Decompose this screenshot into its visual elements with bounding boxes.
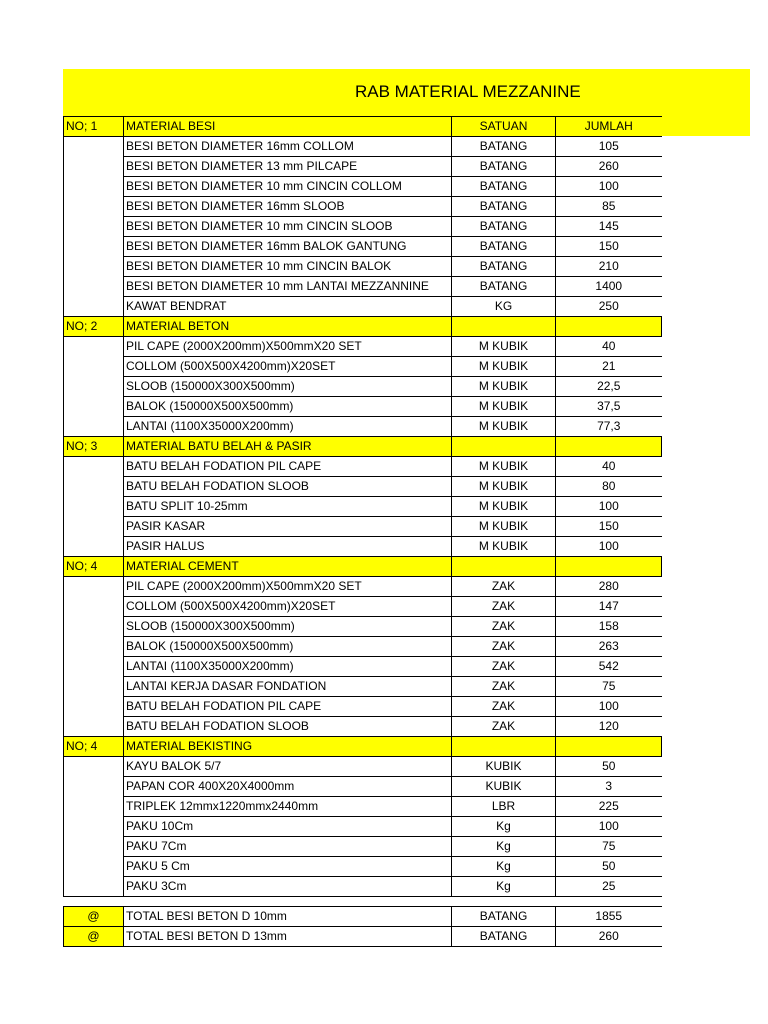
table-row [64, 637, 662, 657]
row-material-cell[interactable]: TRIPLEK 12mmx1220mmx2440mm [124, 797, 452, 817]
row-satuan-cell[interactable]: BATANG [452, 177, 556, 197]
row-satuan-cell[interactable]: M KUBIK [452, 477, 556, 497]
row-number-cell[interactable] [64, 377, 124, 397]
row-material-cell[interactable]: BESI BETON DIAMETER 10 mm CINCIN BALOK [124, 257, 452, 277]
row-material-cell[interactable]: BATU BELAH FODATION PIL CAPE [124, 697, 452, 717]
row-jumlah-cell[interactable]: 100 [556, 497, 662, 517]
row-jumlah-cell[interactable]: 75 [556, 837, 662, 857]
section-label-cell[interactable]: MATERIAL BETON [124, 317, 452, 337]
row-satuan-cell[interactable]: Kg [452, 857, 556, 877]
table-row [64, 157, 662, 177]
table-row [64, 417, 662, 437]
row-number-cell[interactable] [64, 657, 124, 677]
row-satuan-cell[interactable]: LBR [452, 797, 556, 817]
row-jumlah-cell[interactable]: 3 [556, 777, 662, 797]
row-number-cell[interactable] [64, 777, 124, 797]
table-row [64, 377, 662, 397]
table-row [64, 297, 662, 317]
table-header-row [64, 117, 662, 137]
header-no[interactable]: NO; 1 [64, 117, 124, 137]
total-jumlah-cell[interactable]: 260 [556, 927, 662, 947]
row-material-cell[interactable]: KAWAT BENDRAT [124, 297, 452, 317]
row-number-cell[interactable] [64, 877, 124, 897]
totals-row [64, 927, 662, 947]
table-row [64, 197, 662, 217]
row-number-cell[interactable] [64, 597, 124, 617]
row-jumlah-cell[interactable]: 80 [556, 477, 662, 497]
section-satuan-cell[interactable] [452, 557, 556, 577]
table-row [64, 857, 662, 877]
section-header-row [64, 317, 662, 337]
section-number-cell[interactable]: NO; 4 [64, 557, 124, 577]
total-marker-cell[interactable]: @ [64, 907, 124, 927]
row-jumlah-cell[interactable]: 100 [556, 817, 662, 837]
row-material-cell[interactable]: SLOOB (150000X300X500mm) [124, 377, 452, 397]
row-jumlah-cell[interactable]: 85 [556, 197, 662, 217]
table-row [64, 397, 662, 417]
row-satuan-cell[interactable]: KUBIK [452, 757, 556, 777]
row-material-cell[interactable]: BATU BELAH FODATION SLOOB [124, 717, 452, 737]
table-row [64, 517, 662, 537]
row-satuan-cell[interactable]: ZAK [452, 597, 556, 617]
row-jumlah-cell[interactable]: 280 [556, 577, 662, 597]
section-jumlah-cell[interactable] [556, 737, 662, 757]
table-row [64, 677, 662, 697]
table-row [64, 657, 662, 677]
row-number-cell[interactable] [64, 757, 124, 777]
row-number-cell[interactable] [64, 697, 124, 717]
total-satuan-cell[interactable]: BATANG [452, 907, 556, 927]
row-jumlah-cell[interactable]: 150 [556, 237, 662, 257]
total-satuan-cell[interactable]: BATANG [452, 927, 556, 947]
row-jumlah-cell[interactable]: 100 [556, 697, 662, 717]
table-row [64, 757, 662, 777]
table-row [64, 497, 662, 517]
header-satuan[interactable]: SATUAN [452, 117, 556, 137]
table-row [64, 177, 662, 197]
row-jumlah-cell[interactable]: 100 [556, 537, 662, 557]
row-satuan-cell[interactable]: BATANG [452, 217, 556, 237]
section-label-cell[interactable]: MATERIAL BEKISTING [124, 737, 452, 757]
row-material-cell[interactable]: PASIR HALUS [124, 537, 452, 557]
row-material-cell[interactable]: PAKU 3Cm [124, 877, 452, 897]
header-material[interactable]: MATERIAL BESI [124, 117, 452, 137]
row-jumlah-cell[interactable]: 542 [556, 657, 662, 677]
row-satuan-cell[interactable]: Kg [452, 817, 556, 837]
row-jumlah-cell[interactable]: 158 [556, 617, 662, 637]
row-material-cell[interactable]: BESI BETON DIAMETER 16mm SLOOB [124, 197, 452, 217]
row-number-cell[interactable] [64, 177, 124, 197]
row-material-cell[interactable]: BESI BETON DIAMETER 10 mm CINCIN SLOOB [124, 217, 452, 237]
row-jumlah-cell[interactable]: 50 [556, 857, 662, 877]
row-jumlah-cell[interactable]: 150 [556, 517, 662, 537]
row-jumlah-cell[interactable]: 21 [556, 357, 662, 377]
row-material-cell[interactable]: BESI BETON DIAMETER 16mm BALOK GANTUNG [124, 237, 452, 257]
row-material-cell[interactable]: PASIR KASAR [124, 517, 452, 537]
row-satuan-cell[interactable]: Kg [452, 877, 556, 897]
totals-table [63, 906, 662, 947]
row-jumlah-cell[interactable]: 105 [556, 137, 662, 157]
row-number-cell[interactable] [64, 797, 124, 817]
row-satuan-cell[interactable]: M KUBIK [452, 397, 556, 417]
total-label-cell[interactable]: TOTAL BESI BETON D 13mm [124, 927, 452, 947]
section-header-row [64, 737, 662, 757]
row-satuan-cell[interactable]: ZAK [452, 617, 556, 637]
row-number-cell[interactable] [64, 857, 124, 877]
section-header-row [64, 437, 662, 457]
row-jumlah-cell[interactable]: 260 [556, 157, 662, 177]
row-material-cell[interactable]: PAKU 5 Cm [124, 857, 452, 877]
row-satuan-cell[interactable]: BATANG [452, 197, 556, 217]
table-row [64, 717, 662, 737]
row-number-cell[interactable] [64, 337, 124, 357]
row-number-cell[interactable] [64, 417, 124, 437]
row-satuan-cell[interactable]: BATANG [452, 137, 556, 157]
table-row [64, 257, 662, 277]
row-satuan-cell[interactable]: M KUBIK [452, 377, 556, 397]
table-row [64, 537, 662, 557]
section-number-cell[interactable]: NO; 4 [64, 737, 124, 757]
row-material-cell[interactable]: KAYU BALOK 5/7 [124, 757, 452, 777]
row-jumlah-cell[interactable]: 147 [556, 597, 662, 617]
row-satuan-cell[interactable]: M KUBIK [452, 337, 556, 357]
row-satuan-cell[interactable]: M KUBIK [452, 497, 556, 517]
row-number-cell[interactable] [64, 517, 124, 537]
totals-row [64, 907, 662, 927]
section-satuan-cell[interactable] [452, 317, 556, 337]
table-row [64, 597, 662, 617]
row-jumlah-cell[interactable]: 145 [556, 217, 662, 237]
row-number-cell[interactable] [64, 477, 124, 497]
section-satuan-cell[interactable] [452, 737, 556, 757]
row-material-cell[interactable]: PIL CAPE (2000X200mm)X500mmX20 SET [124, 337, 452, 357]
row-jumlah-cell[interactable]: 25 [556, 877, 662, 897]
sheet-title: RAB MATERIAL MEZZANINE [355, 82, 581, 101]
row-satuan-cell[interactable]: ZAK [452, 697, 556, 717]
row-material-cell[interactable]: BESI BETON DIAMETER 10 mm CINCIN COLLOM [124, 177, 452, 197]
table-row [64, 277, 662, 297]
row-number-cell[interactable] [64, 397, 124, 417]
material-table [63, 116, 662, 897]
row-satuan-cell[interactable]: M KUBIK [452, 537, 556, 557]
row-satuan-cell[interactable]: M KUBIK [452, 517, 556, 537]
row-material-cell[interactable]: PAPAN COR 400X20X4000mm [124, 777, 452, 797]
table-row [64, 877, 662, 897]
section-header-row [64, 557, 662, 577]
row-material-cell[interactable]: BATU BELAH FODATION PIL CAPE [124, 457, 452, 477]
row-satuan-cell[interactable]: BATANG [452, 277, 556, 297]
section-label-cell[interactable]: MATERIAL BATU BELAH & PASIR [124, 437, 452, 457]
row-number-cell[interactable] [64, 677, 124, 697]
row-jumlah-cell[interactable]: 263 [556, 637, 662, 657]
section-jumlah-cell[interactable] [556, 437, 662, 457]
table-row [64, 137, 662, 157]
row-satuan-cell[interactable]: BATANG [452, 257, 556, 277]
row-number-cell[interactable] [64, 457, 124, 477]
table-row [64, 617, 662, 637]
section-jumlah-cell[interactable] [556, 557, 662, 577]
row-jumlah-cell[interactable]: 22,5 [556, 377, 662, 397]
row-material-cell[interactable]: LANTAI KERJA DASAR FONDATION [124, 677, 452, 697]
row-number-cell[interactable] [64, 237, 124, 257]
row-satuan-cell[interactable]: ZAK [452, 717, 556, 737]
row-jumlah-cell[interactable]: 225 [556, 797, 662, 817]
row-satuan-cell[interactable]: BATANG [452, 157, 556, 177]
row-satuan-cell[interactable]: ZAK [452, 677, 556, 697]
table-row [64, 217, 662, 237]
table-row [64, 817, 662, 837]
row-material-cell[interactable]: COLLOM (500X500X4200mm)X20SET [124, 357, 452, 377]
row-jumlah-cell[interactable]: 37,5 [556, 397, 662, 417]
row-material-cell[interactable]: LANTAI (1100X35000X200mm) [124, 417, 452, 437]
row-jumlah-cell[interactable]: 250 [556, 297, 662, 317]
header-jumlah[interactable]: JUMLAH [556, 117, 662, 137]
table-row [64, 837, 662, 857]
row-number-cell[interactable] [64, 277, 124, 297]
section-number-cell[interactable]: NO; 2 [64, 317, 124, 337]
row-jumlah-cell[interactable]: 77,3 [556, 417, 662, 437]
row-material-cell[interactable]: BATU BELAH FODATION SLOOB [124, 477, 452, 497]
row-material-cell[interactable]: BESI BETON DIAMETER 10 mm LANTAI MEZZANNINE [124, 277, 452, 297]
section-jumlah-cell[interactable] [556, 317, 662, 337]
row-material-cell[interactable]: PAKU 7Cm [124, 837, 452, 857]
material-table-wrapper [63, 116, 662, 897]
row-satuan-cell[interactable]: M KUBIK [452, 417, 556, 437]
row-material-cell[interactable]: SLOOB (150000X300X500mm) [124, 617, 452, 637]
row-material-cell[interactable]: BATU SPLIT 10-25mm [124, 497, 452, 517]
row-satuan-cell[interactable]: ZAK [452, 657, 556, 677]
row-material-cell[interactable]: BESI BETON DIAMETER 16mm COLLOM [124, 137, 452, 157]
row-number-cell[interactable] [64, 197, 124, 217]
row-number-cell[interactable] [64, 297, 124, 317]
row-jumlah-cell[interactable]: 210 [556, 257, 662, 277]
row-number-cell[interactable] [64, 157, 124, 177]
table-row [64, 577, 662, 597]
row-number-cell[interactable] [64, 537, 124, 557]
row-satuan-cell[interactable]: ZAK [452, 577, 556, 597]
row-satuan-cell[interactable]: KUBIK [452, 777, 556, 797]
row-number-cell[interactable] [64, 717, 124, 737]
row-jumlah-cell[interactable]: 100 [556, 177, 662, 197]
row-satuan-cell[interactable]: ZAK [452, 637, 556, 657]
row-number-cell[interactable] [64, 217, 124, 237]
row-number-cell[interactable] [64, 357, 124, 377]
section-number-cell[interactable]: NO; 3 [64, 437, 124, 457]
total-label-cell[interactable]: TOTAL BESI BETON D 10mm [124, 907, 452, 927]
row-jumlah-cell[interactable]: 40 [556, 337, 662, 357]
row-satuan-cell[interactable]: M KUBIK [452, 457, 556, 477]
row-number-cell[interactable] [64, 137, 124, 157]
row-satuan-cell[interactable]: KG [452, 297, 556, 317]
row-jumlah-cell[interactable]: 75 [556, 677, 662, 697]
section-label-cell[interactable]: MATERIAL CEMENT [124, 557, 452, 577]
row-number-cell[interactable] [64, 257, 124, 277]
row-satuan-cell[interactable]: BATANG [452, 237, 556, 257]
total-jumlah-cell[interactable]: 1855 [556, 907, 662, 927]
row-material-cell[interactable]: BALOK (150000X500X500mm) [124, 397, 452, 417]
row-jumlah-cell[interactable]: 50 [556, 757, 662, 777]
row-number-cell[interactable] [64, 817, 124, 837]
table-row [64, 697, 662, 717]
row-jumlah-cell[interactable]: 1400 [556, 277, 662, 297]
table-row [64, 357, 662, 377]
row-material-cell[interactable]: BALOK (150000X500X500mm) [124, 637, 452, 657]
table-row [64, 237, 662, 257]
table-row [64, 457, 662, 477]
row-material-cell[interactable]: PAKU 10Cm [124, 817, 452, 837]
total-marker-cell[interactable]: @ [64, 927, 124, 947]
section-satuan-cell[interactable] [452, 437, 556, 457]
row-material-cell[interactable]: PIL CAPE (2000X200mm)X500mmX20 SET [124, 577, 452, 597]
row-material-cell[interactable]: BESI BETON DIAMETER 13 mm PILCAPE [124, 157, 452, 177]
table-row [64, 337, 662, 357]
row-satuan-cell[interactable]: M KUBIK [452, 357, 556, 377]
row-number-cell[interactable] [64, 837, 124, 857]
table-row [64, 777, 662, 797]
row-number-cell[interactable] [64, 617, 124, 637]
row-number-cell[interactable] [64, 497, 124, 517]
row-material-cell[interactable]: LANTAI (1100X35000X200mm) [124, 657, 452, 677]
row-jumlah-cell[interactable]: 120 [556, 717, 662, 737]
row-number-cell[interactable] [64, 577, 124, 597]
table-row [64, 797, 662, 817]
row-material-cell[interactable]: COLLOM (500X500X4200mm)X20SET [124, 597, 452, 617]
row-satuan-cell[interactable]: Kg [452, 837, 556, 857]
table-row [64, 477, 662, 497]
row-number-cell[interactable] [64, 637, 124, 657]
row-jumlah-cell[interactable]: 40 [556, 457, 662, 477]
